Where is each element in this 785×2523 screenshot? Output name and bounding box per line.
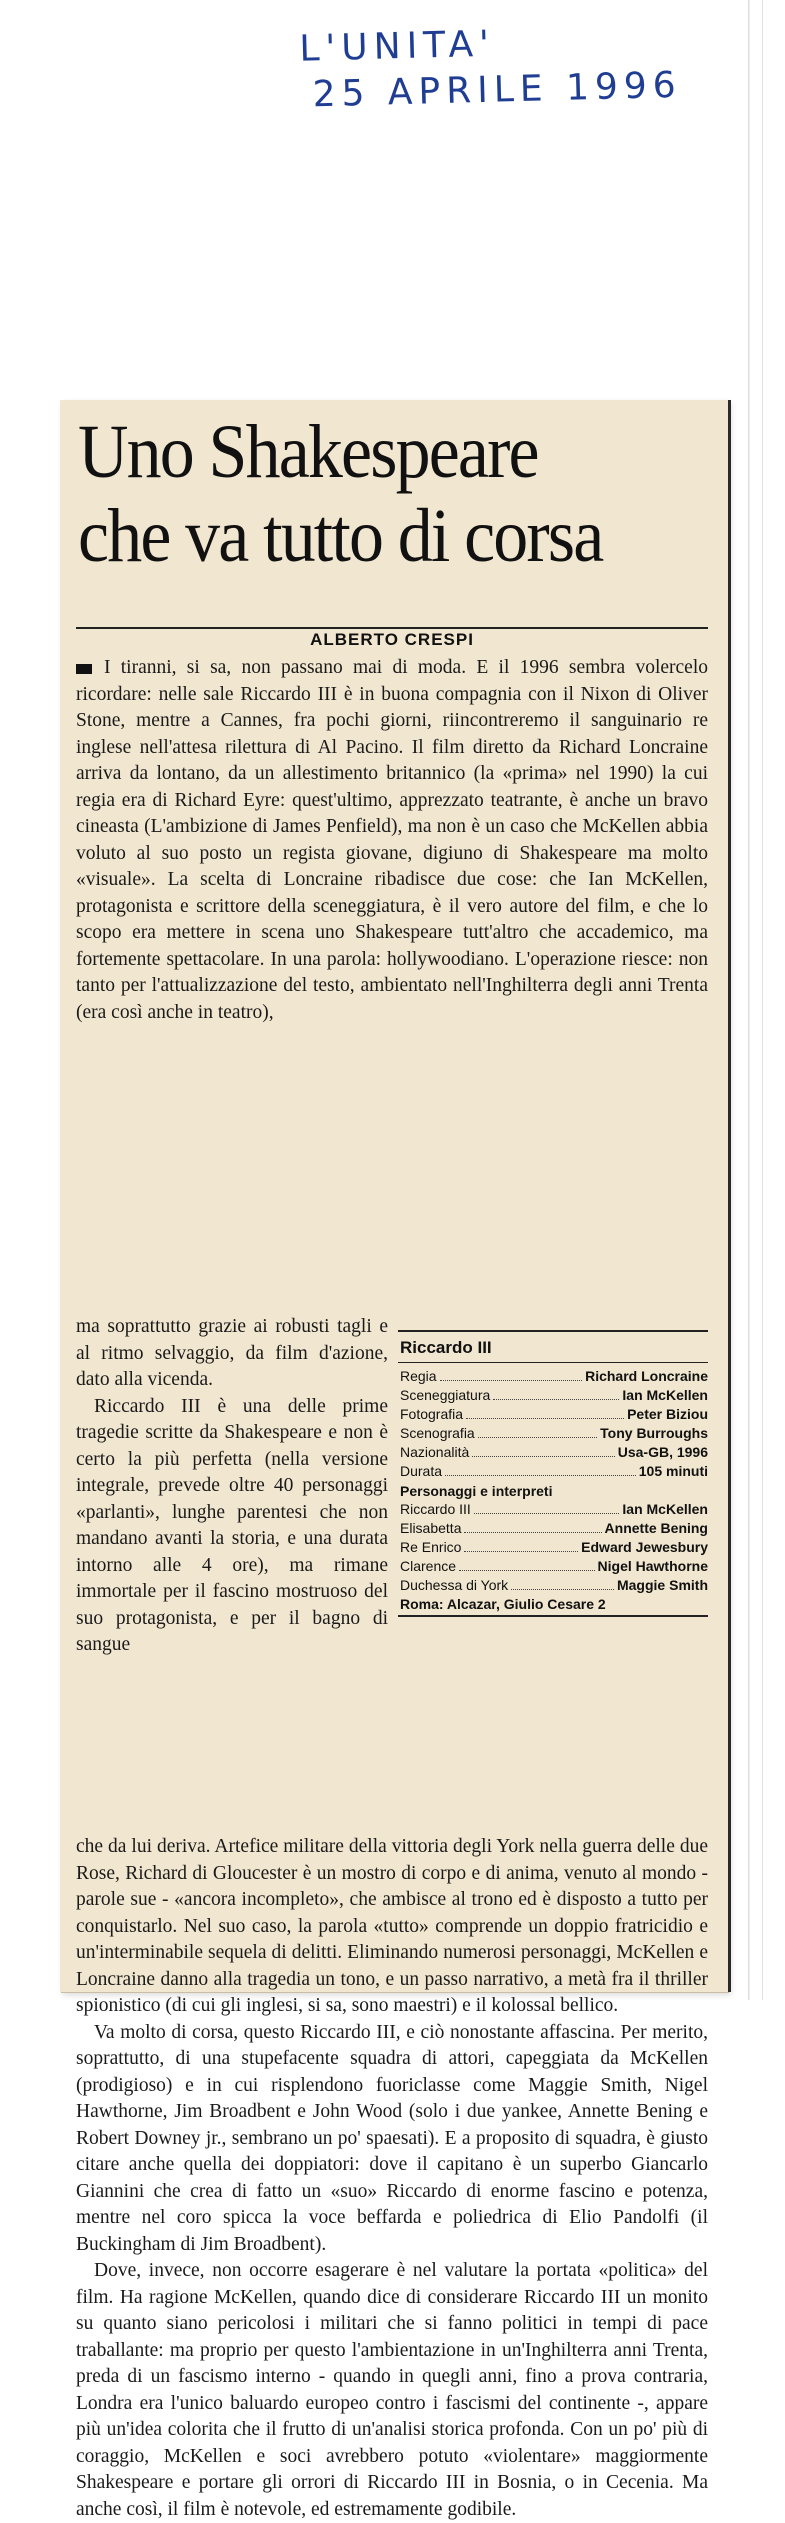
credits-label: Fotografia xyxy=(400,1406,464,1422)
credits-row xyxy=(398,1405,708,1424)
credits-title: Riccardo III xyxy=(400,1338,492,1357)
credits-value: Tony Burroughs xyxy=(600,1425,708,1441)
credits-value: Nigel Hawthorne xyxy=(597,1558,708,1574)
article-paragraph-intro xyxy=(76,655,708,1026)
credits-dots xyxy=(511,1576,614,1590)
credits-value: Peter Biziou xyxy=(627,1406,708,1422)
credits-row xyxy=(398,1443,708,1462)
article-left-column xyxy=(76,1314,388,1659)
credits-dots xyxy=(445,1462,636,1476)
credits-row xyxy=(398,1557,708,1576)
headline-line-1: Uno Shakespeare xyxy=(78,410,538,494)
credits-label: Riccardo III xyxy=(400,1501,471,1517)
credits-box xyxy=(398,1330,708,1621)
credits-dots xyxy=(478,1424,597,1438)
credits-row xyxy=(398,1462,708,1481)
cast-heading: Personaggi e interpreti xyxy=(400,1483,553,1499)
credits-label: Elisabetta xyxy=(400,1520,462,1536)
page-edge xyxy=(748,0,750,2000)
credits-bottom-rule xyxy=(398,1615,708,1617)
article-paragraph-continued: ma soprattutto grazie ai robusti tagli e al ritmo selvaggio, da film d'azione, dato alla vicenda. xyxy=(76,1316,388,1390)
credits-row xyxy=(398,1367,708,1386)
credits-label: Sceneggiatura xyxy=(400,1387,491,1403)
credits-rows xyxy=(398,1367,708,1481)
handwritten-line-2: 25 APRILE 1996 xyxy=(312,64,683,116)
credits-row xyxy=(398,1538,708,1557)
credits-row xyxy=(398,1576,708,1595)
credits-dots xyxy=(464,1538,578,1552)
credits-row xyxy=(398,1519,708,1538)
credits-row xyxy=(398,1500,708,1519)
credits-dots xyxy=(466,1405,624,1419)
credits-value: Usa-GB, 1996 xyxy=(617,1444,708,1460)
credits-label: Regia xyxy=(400,1368,437,1384)
credits-label: Duchessa di York xyxy=(400,1577,509,1593)
credits-dots xyxy=(493,1386,619,1400)
credits-label: Re Enrico xyxy=(400,1539,462,1555)
headline xyxy=(78,410,667,578)
credits-dots xyxy=(474,1500,620,1514)
credits-title-rule xyxy=(398,1362,708,1363)
article-paragraph-3: che da lui deriva. Artefice militare della vittoria degli York nella guerra delle due Rose, Richard di Gloucester è un mostro di corpo e di anima, venuto al mondo - parole sue - «ancora incompleto», che ambisce al trono ed è disposto a tutto per conquistarlo. Nel suo caso, la parola «tutto» comprende un doppio fratricidio e un'interminabile sequela di delitti. Eliminando numerosi personaggi, McKellen e Loncraine danno alla tragedia un tono, e un passo narrativo, a metà fra il thriller spionistico (di cui gli inglesi, si sa, sono maestri) e il kolossal bellico. xyxy=(76,1836,708,2016)
credits-value: 105 minuti xyxy=(638,1463,708,1479)
credits-dots xyxy=(472,1443,614,1457)
credits-value: Ian McKellen xyxy=(622,1501,708,1517)
cast-rows xyxy=(398,1500,708,1595)
lead-bullet-icon xyxy=(76,664,92,674)
byline: ALBERTO CRESPI xyxy=(310,630,474,649)
credits-row xyxy=(398,1424,708,1443)
credits-value: Edward Jewesbury xyxy=(581,1539,708,1555)
credits-label: Clarence xyxy=(400,1558,457,1574)
credits-dots xyxy=(440,1367,582,1381)
credits-label: Durata xyxy=(400,1463,443,1479)
handwritten-line-1: L'UNITA' xyxy=(298,23,496,70)
credits-value: Annette Bening xyxy=(604,1520,708,1536)
credits-dots xyxy=(464,1519,601,1533)
byline-rule xyxy=(76,627,708,629)
credits-row xyxy=(398,1386,708,1405)
credits-value: Maggie Smith xyxy=(616,1577,708,1593)
article-paragraph-2: Riccardo III è una delle prime tragedie scritte da Shakespeare e non è certo la più perfetta (nella versione integrale, prevede oltre 40 personaggi «parlanti», lunghe parentesi che non mandano avanti la storia, e una durata intorno alle 4 ore), ma rimane immortale per il fascino mostruoso del suo protagonista, e per il bagno di sangue xyxy=(76,1395,388,1655)
clipping-right-border xyxy=(728,400,731,1992)
headline-line-2: che va tutto di corsa xyxy=(78,494,603,578)
credits-label: Nazionalità xyxy=(400,1444,470,1460)
intro-text: I tiranni, si sa, non passano mai di moda. E il 1996 sembra volercelo ricordare: nelle sale Riccardo III è in buona compagnia con il Nixon di Oliver Stone, mentre a Cannes, fra pochi giorni, riincontreremo il sanguinario re inglese nell'attesa rilettura di Al Pacino. Il film diretto da Richard Loncraine arriva da lontano, da un allestimento britannico (la «prima» nel 1990) la cui regia era di Richard Eyre: quest'ultimo, apprezzato teatrante, è anche un bravo cineasta (L'ambizione di James Penfield), ma non è un caso che McKellen abbia voluto al suo posto un regista giovane, digiuno di Shakespeare ma molto «visuale». La scelta di Loncraine ribadisce due cose: che Ian McKellen, protagonista e scrittore della sceneggiatura, è il vero autore del film, e che lo scopo era mettere in scena uno Shakespeare tutt'altro che accademico, ma fortemente spettacolare. In una parola: hollywoodiano. L'operazione riesce: non tanto per l'attualizzazione del testo, ambientato nell'Inghilterra degli anni Trenta (era così anche in teatro), xyxy=(76,657,708,1023)
handwritten-note xyxy=(298,17,683,118)
article-paragraph-5: Dove, invece, non occorre esagerare è nel valutare la portata «politica» del film. Ha ragione McKellen, quando dice di considerare Riccardo III un monito su quanto siano pericolosi i militari che si fanno politici in tempi di pace traballante: ma proprio per questo l'ambientazione in un'Inghilterra anni Trenta, preda di un fascismo interno - quando in quegli anni, fino a prova contraria, Londra era l'unico baluardo europeo contro i fascismi del continente -, appare più un'idea colorita che il frutto di un'analisi storica profonda. Con un po' più di coraggio, McKellen e soci avrebbero potuto «violentare» maggiormente Shakespeare e portare gli orrori di Riccardo III in Bosnia, o in Cecenia. Ma anche così, il film è notevole, ed estremamente godibile. xyxy=(76,2260,708,2520)
page-edge-line xyxy=(762,0,763,2000)
credits-value: Richard Loncraine xyxy=(585,1368,708,1384)
article-bottom xyxy=(76,1834,708,2523)
credits-label: Scenografia xyxy=(400,1425,475,1441)
venue: Roma: Alcazar, Giulio Cesare 2 xyxy=(400,1596,606,1612)
credits-value: Ian McKellen xyxy=(622,1387,708,1403)
article-paragraph-4: Va molto di corsa, questo Riccardo III, e ciò nonostante affascina. Per merito, soprattutto, di una stupefacente squadra di attori, capeggiata da McKellen (prodigioso) e in cui risplendono fuoriclasse come Maggie Smith, Nigel Hawthorne, Jim Broadbent e John Wood (solo i due yankee, Annette Bening e Robert Downey jr., sembrano un po' spaesati). E a proposito di squadra, è giusto citare anche quella dei doppiatori: dove il capitano è un superbo Giancarlo Giannini che crea di fatto un «suo» Riccardo di enorme fascino e potenza, mentre nel coro spicca la voce beffarda e poliedrica di Elio Pandolfi (il Buckingham di Jim Broadbent). xyxy=(76,2021,708,2255)
credits-dots xyxy=(459,1557,595,1571)
credits-top-rule xyxy=(398,1330,708,1332)
